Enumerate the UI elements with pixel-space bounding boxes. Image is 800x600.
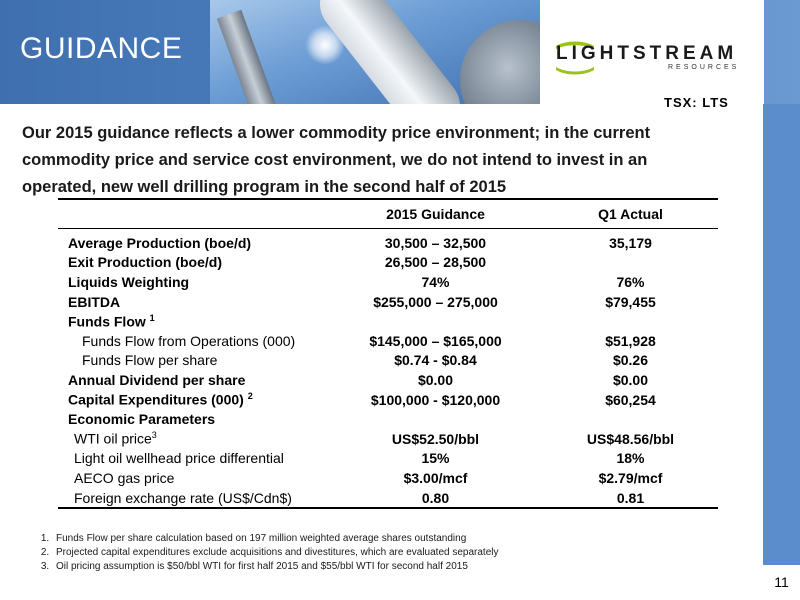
table-row	[58, 370, 718, 390]
actual-value: US$48.56/bbl	[586, 430, 675, 447]
table-row	[58, 229, 718, 253]
footnotes	[38, 532, 752, 574]
guidance-value: 30,500 – 32,500	[384, 234, 487, 251]
logo-subtitle: RESOURCES	[668, 64, 740, 71]
row-label	[58, 390, 328, 410]
table-header-row	[58, 199, 718, 229]
actual-value: 0.81	[543, 488, 718, 509]
actual-value: $60,254	[605, 391, 656, 408]
page-number: 11	[763, 565, 800, 600]
table-row	[58, 272, 718, 292]
row-label: Annual Dividend per share	[68, 371, 246, 388]
row-label-text: WTI oil price	[74, 431, 152, 448]
row-label: Average Production (boe/d)	[68, 234, 252, 251]
guidance-value: $0.00	[417, 371, 454, 388]
table-row	[58, 253, 718, 273]
row-label: Funds Flow per share	[82, 352, 218, 369]
actual-value: 18%	[616, 450, 645, 467]
company-logo	[540, 0, 764, 104]
guidance-value: US$52.50/bbl	[391, 430, 480, 447]
column-header	[58, 199, 328, 229]
logo-name: LIGHTSTREAM	[556, 43, 738, 64]
row-label-text: Funds Flow	[68, 313, 146, 330]
actual-value: 35,179	[609, 234, 652, 251]
table-row	[58, 468, 718, 488]
table-row	[58, 292, 718, 312]
guidance-value: 74%	[421, 273, 450, 290]
ticker-symbol: TSX: LTS	[664, 95, 729, 110]
table-row	[58, 311, 718, 331]
row-label: EBITDA	[68, 293, 121, 310]
table-row	[58, 390, 718, 410]
guidance-value: 0.80	[328, 488, 543, 509]
table-row	[58, 331, 718, 351]
footnote-marker: 1	[149, 312, 155, 323]
intro-statement: Our 2015 guidance reflects a lower commodity price environment; in the current commodity price and service cost environment, we do not intend to invest in an operated, new well drilling program in the second half of 2015	[22, 124, 651, 196]
footnote-marker: 3	[151, 430, 157, 441]
pipeline-photo	[210, 0, 540, 104]
actual-value: $79,455	[605, 293, 656, 310]
actual-value: $0.26	[612, 352, 649, 369]
actual-value	[543, 311, 718, 331]
row-label: Liquids Weighting	[68, 273, 190, 290]
row-label-text: Capital Expenditures (000)	[68, 391, 244, 408]
guidance-value: $3.00/mcf	[403, 469, 468, 486]
actual-value: $0.00	[612, 371, 649, 388]
row-label: Economic Parameters	[68, 411, 216, 428]
guidance-value: $100,000 - $120,000	[370, 391, 501, 408]
actual-value	[543, 409, 718, 429]
row-label	[58, 311, 328, 331]
actual-value	[543, 253, 718, 273]
table-row	[58, 409, 718, 429]
row-label: Funds Flow from Operations (000)	[82, 332, 296, 349]
actual-value: $51,928	[605, 332, 656, 349]
table-row	[58, 429, 718, 449]
guidance-value: 15%	[421, 450, 450, 467]
page-title: GUIDANCE	[20, 32, 183, 65]
guidance-value	[328, 311, 543, 331]
column-header: Q1 Actual	[543, 199, 718, 229]
column-header: 2015 Guidance	[328, 199, 543, 229]
guidance-value: $0.74 - $0.84	[394, 352, 477, 369]
guidance-value: $255,000 – 275,000	[373, 293, 498, 310]
table-row	[58, 351, 718, 371]
footnote: 3. Oil pricing assumption is $50/bbl WTI for first half 2015 and $55/bbl WTI for second half 2015	[52, 560, 752, 574]
side-accent-bar	[763, 104, 800, 600]
guidance-value	[328, 409, 543, 429]
row-label: Exit Production (boe/d)	[68, 254, 222, 271]
guidance-table	[58, 198, 718, 509]
guidance-value: $145,000 – $165,000	[369, 332, 502, 349]
table-row	[58, 449, 718, 469]
footnote: 2. Projected capital expenditures exclude acquisitions and divestitures, which are evaluated separately	[52, 546, 752, 560]
footnote-marker: 2	[247, 391, 253, 402]
guidance-value: 26,500 – 28,500	[384, 254, 487, 271]
row-label: AECO gas price	[74, 469, 175, 486]
row-label: Foreign exchange rate (US$/Cdn$)	[58, 488, 328, 509]
table-row	[58, 488, 718, 509]
footnote: 1. Funds Flow per share calculation based on 197 million weighted average shares outstanding	[52, 532, 752, 546]
actual-value: 76%	[616, 273, 645, 290]
actual-value: $2.79/mcf	[598, 469, 663, 486]
row-label: Light oil wellhead price differential	[74, 450, 284, 467]
row-label	[58, 429, 328, 449]
